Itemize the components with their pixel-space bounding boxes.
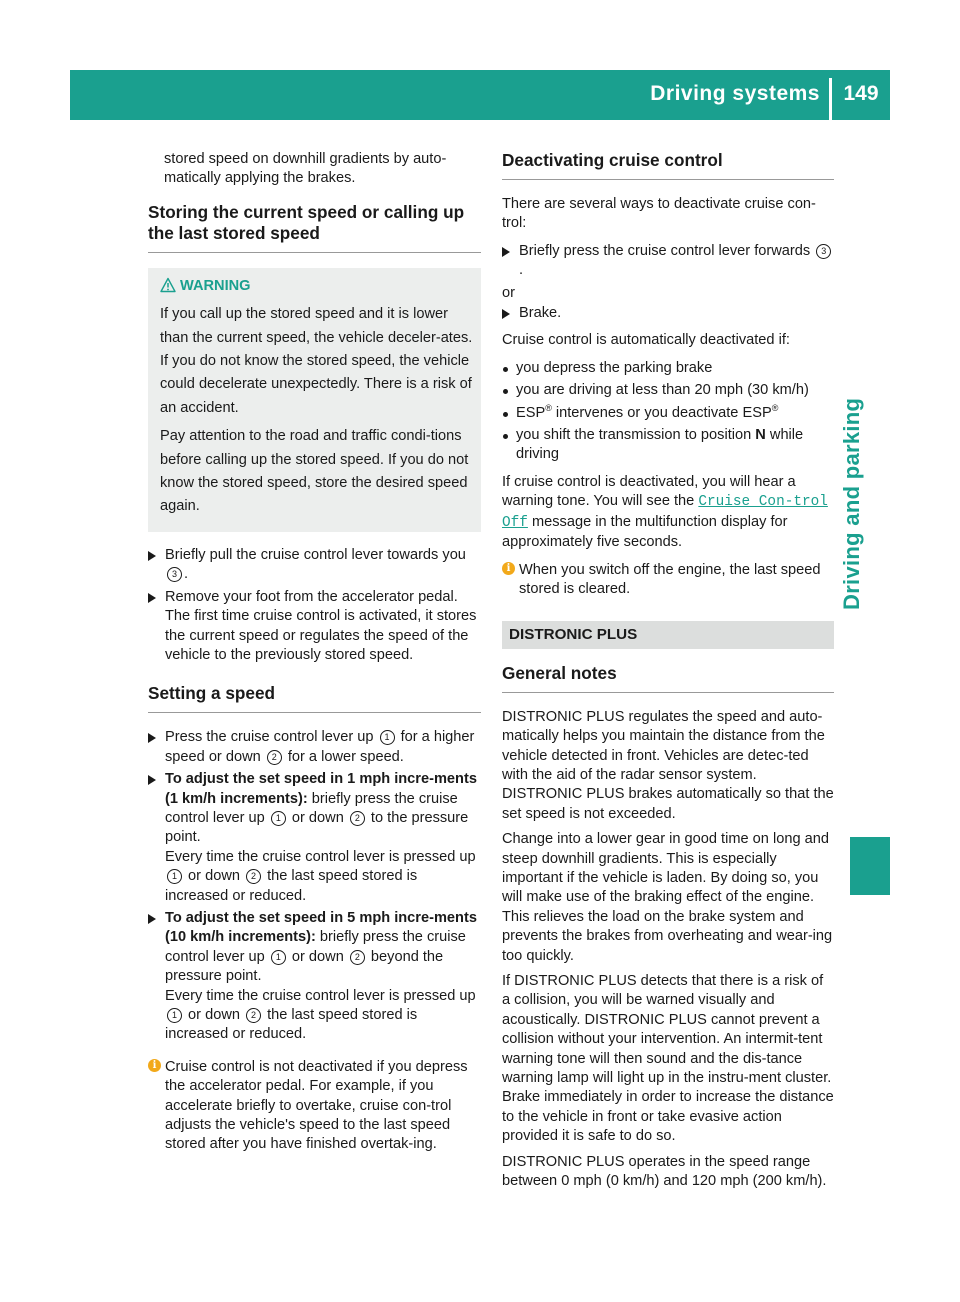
step-press-forward [502, 242, 834, 281]
step-arrow-icon [148, 551, 156, 561]
ref-2-icon: 2 [246, 1008, 261, 1023]
registered-mark: ® [545, 402, 552, 413]
info-text: Cruise control is not deactivated if you depress the accelerator pedal. For example, if you accelerate briefly to overtake, cruise con-trol adjusts the vehicle's speed to the last speed stored after you have finished overtak-ing. [165, 1058, 468, 1153]
general-notes-text-3: If DISTRONIC PLUS detects that there is a risk of a collision, you will be warned visually and acoustically. DISTRONIC PLUS cannot prevent a collision without your intervention. An intermit-tent warning tone will then sound and the dis-tance warning lamp will light up in the instru-ment cluster. Brake immediately in order to increase the distance to the vehicle in front or take evasive action provided it is safe to do so. [502, 973, 834, 1145]
ref-1-icon: 1 [271, 811, 286, 826]
ref-2-icon: 2 [350, 950, 365, 965]
step-adjust-5mph [148, 909, 481, 1045]
bullet-dot [503, 389, 508, 394]
warning-text-1: If you call up the stored speed and it is lower than the current speed, the vehicle deceler-ates. If you do not know the stored speed, the vehicle could decelerate unexpectedly. There is a risk of an accident. [160, 306, 473, 416]
heading-setting-speed: Setting a speed [148, 683, 481, 713]
chapter-tab [850, 837, 890, 895]
info-note-engine-off [502, 561, 834, 600]
registered-mark: ® [771, 402, 779, 413]
list-item [502, 381, 834, 400]
ref-2-icon: 2 [350, 811, 365, 826]
deactivate-intro: There are several ways to deactivate cruise con-trol: [502, 196, 816, 232]
step-text: for a higher speed or down [165, 729, 475, 765]
list-item-text: you are driving at less than 20 mph (30 km/h) [516, 382, 809, 399]
heading-general-notes: General notes [502, 663, 834, 693]
page-number: 149 [843, 82, 879, 105]
list-item-text: while driving [516, 427, 804, 463]
step-arrow-icon [148, 733, 156, 743]
step-text: Every time the cruise control lever is pressed up [165, 848, 476, 865]
step-press-lever [148, 728, 481, 767]
section-header-distronic: DISTRONIC PLUS [502, 621, 834, 648]
step-arrow-icon [502, 309, 510, 319]
info-icon: i [502, 562, 515, 575]
ref-2-icon: 2 [246, 869, 261, 884]
bullet-dot [503, 367, 508, 372]
step-text: the last speed stored is increased or reduced. [165, 1007, 418, 1043]
step-text: or down [184, 868, 245, 885]
warning-text-2: Pay attention to the road and traffic condi-tions before calling up the stored speed. If you do not know the stored speed, store the desired speed again. [160, 428, 469, 515]
list-item-text: ESP [516, 404, 546, 421]
info-note-accelerator [148, 1058, 481, 1155]
list-item-text: intervenes or you deactivate ESP [551, 404, 772, 421]
info-icon: i [148, 1059, 161, 1072]
list-item [502, 426, 834, 465]
heading-storing-speed: Storing the current speed or calling up the last stored speed [148, 202, 481, 253]
step-text: or down [184, 1007, 245, 1023]
warning-box [148, 268, 481, 532]
step-text: Briefly press the cruise control lever forwards [519, 242, 815, 259]
intro-text: stored speed on downhill gradients by auto-matically applying the brakes. [164, 151, 447, 187]
ref-1-icon: 1 [167, 1008, 182, 1023]
step-text: for a lower speed. [283, 748, 404, 765]
list-item [502, 404, 834, 423]
or-text: or [502, 284, 515, 301]
ref-1-icon: 1 [271, 950, 286, 965]
ref-3-icon: 3 [167, 567, 182, 582]
step-text: Remove your foot from the accelerator pedal. The first time cruise control is activated, it stores the current speed or regulates the speed of the vehicle to the previously stored speed. [165, 588, 477, 663]
step-text: Briefly pull the cruise control lever towards you [165, 546, 466, 563]
warning-triangle-icon [160, 277, 176, 293]
display-message: Cruise Con‐trol Off [502, 494, 828, 531]
general-notes-text-4: DISTRONIC PLUS operates in the speed range between 0 mph (0 km/h) and 120 mph (200 km/h). [502, 1153, 827, 1190]
section-title: Driving systems [650, 82, 820, 105]
ref-1-icon: 1 [380, 730, 395, 745]
step-text: beyond the pressure point. [165, 948, 444, 985]
list-item [502, 359, 834, 378]
step-text: to the pressure point. [165, 809, 469, 846]
info-text: When you switch off the engine, the last speed stored is cleared. [519, 561, 821, 597]
step-adjust-1mph [148, 770, 481, 906]
deactivated-notice [502, 473, 834, 553]
step-bold: To adjust the set speed in 1 mph incre-ments (1 km/h increments): [165, 771, 477, 807]
step-text: or down [287, 948, 348, 965]
heading-deactivating: Deactivating cruise control [502, 150, 834, 180]
step-arrow-icon [502, 247, 510, 257]
list-item-text: you depress the parking brake [516, 359, 713, 376]
gear-position: N [755, 427, 766, 444]
ref-3-icon: 3 [816, 244, 831, 259]
header-bar [70, 70, 890, 120]
ref-2-icon: 2 [267, 750, 282, 765]
right-column [502, 150, 834, 1197]
bullet-dot [503, 434, 508, 439]
step-pull-lever [148, 546, 481, 585]
warning-heading [160, 277, 473, 296]
step-text: or down [287, 809, 348, 826]
left-column [148, 150, 481, 1161]
step-text: Press the cruise control lever up [165, 729, 378, 746]
step-brake [502, 304, 834, 323]
general-notes-text-1: DISTRONIC PLUS regulates the speed and auto-matically helps you maintain the distance from the vehicle detected in front. Vehicles are detec-ted with the aid of the radar sensor system. DISTRONIC PLUS brakes automatically so that the set speed is not exceeded. [502, 708, 834, 822]
step-text: briefly press the cruise control lever up [165, 790, 458, 826]
auto-deactivate-text: Cruise control is automatically deactivated if: [502, 332, 790, 349]
step-text: . [184, 566, 189, 583]
step-text: briefly press the cruise control lever up [165, 929, 466, 965]
paragraph-text: message in the multifunction display for approximately five seconds. [502, 513, 788, 551]
bullet-dot [503, 412, 508, 417]
step-text: the last speed stored is increased or reduced. [165, 868, 418, 904]
step-text: Every time the cruise control lever is pressed up [165, 987, 476, 1004]
list-item-text: you shift the transmission to position [516, 427, 756, 444]
step-arrow-icon [148, 914, 156, 924]
step-remove-foot [148, 588, 481, 666]
general-notes-text-2: Change into a lower gear in good time on long and steep downhill gradients. This is especially important if the vehicle is laden. By doing so, you will make use of the braking effect of the engine. This relieves the load on the brake system and prevents the brakes from overheating and wear-ing too quickly. [502, 831, 833, 964]
step-text: . [519, 262, 524, 279]
ref-1-icon: 1 [167, 869, 182, 884]
warning-label: WARNING [180, 277, 251, 294]
step-arrow-icon [148, 775, 156, 785]
step-text: Brake. [519, 305, 562, 322]
paragraph-text: If cruise control is deactivated, you will hear a warning tone. You will see the [502, 473, 796, 510]
step-bold: To adjust the set speed in 5 mph incre-ments (10 km/h increments): [165, 909, 477, 946]
step-arrow-icon [148, 593, 156, 603]
chapter-side-label: Driving and parking [839, 397, 864, 610]
